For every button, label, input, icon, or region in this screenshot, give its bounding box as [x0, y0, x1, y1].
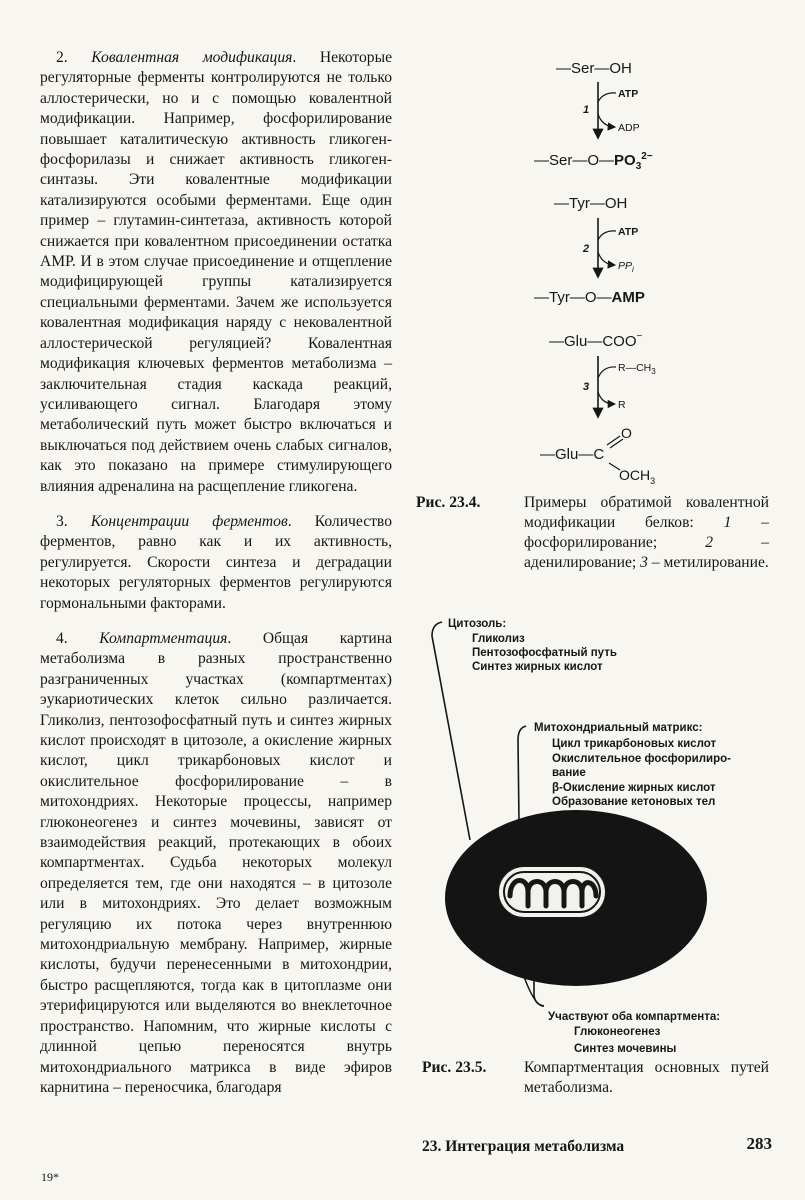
both-compartments-item: Синтез мочевины	[574, 1043, 677, 1055]
paragraph-covalent-modification	[40, 48, 392, 497]
atp-in-curve	[598, 231, 616, 240]
both-compartments-title: Участвуют оба компартмента:	[548, 1011, 721, 1023]
glutamate-methyl-ester: —Glu—C	[540, 446, 605, 463]
figure-caption-text: Компартментация основных путей метаболизма.	[524, 1059, 769, 1096]
matrix-item: Окислительное фосфорилиро-	[552, 753, 731, 765]
diagram-svg	[418, 608, 788, 1058]
adp-label: ADP	[618, 122, 640, 134]
cytosol-item: Пентозофосфатный путь	[472, 647, 617, 659]
paragraph-heading: Компартментация	[99, 629, 228, 647]
methyl-donor-in-curve	[598, 367, 616, 378]
figure-caption-text: Примеры обратимой ковалентной модификации белков: 1 – фосфорилирование; 2 – аденилирование; 3 – метилирование.	[524, 494, 769, 571]
reaction-number: 1	[583, 104, 590, 116]
atp-label: ATP	[618, 226, 639, 238]
demethylated-label: R	[618, 399, 626, 411]
cytosol-title: Цитозоль:	[448, 618, 507, 630]
methyl-donor-label: $R—CH_3$	[618, 362, 656, 376]
chapter-title: 23. Интеграция метаболизма	[422, 1138, 625, 1155]
main-text-column	[40, 48, 392, 1113]
paragraph-heading: Ковалентная модификация	[91, 49, 293, 66]
reaction-number: 3	[583, 381, 590, 393]
item-number: 3.	[56, 512, 68, 530]
adp-out-curve	[598, 114, 614, 127]
ppi-out-curve	[598, 252, 614, 265]
page-number: 283	[746, 1134, 772, 1153]
paragraph-text: . Количество ферментов, равно как и их активность, регулируется. Скорости синтеза и деградации некоторых регуляторных ферментов регулируются гормональными факторами.	[40, 512, 392, 612]
paragraph-text: . Некоторые регуляторные ферменты контролируются не только аллостерически, но и с помощью ковалентной модификации. Например, фосфорилирование повышает каталитическую активность гликоген-фосфорилазы и снижает активность гликоген-синтазы. Эти ковалентные модификации катализируются особыми ферментами. Еще один пример – глутамин-синтетаза, активность которой снижается при ковалентном присоединении остатка АМР. И в этом случае присоединение и отщепление модифицирующей группы катализируется специальными ферментами. Зачем же используется ковалентная модификация наряду с нековалентной аллостерической регуляцией? Ковалентная модификация ключевых ферментов метаболизма – заключительная стадия каскада реакций, усиливающего сигнал. Благодаря этому метаболический путь может быстро включаться и выключаться под действием очень слабых сигналов, как это показано на примере стимулирующего влияния адреналина на расщепление гликогена.	[40, 49, 392, 495]
figure-23-4-caption	[416, 493, 772, 589]
paragraph-enzyme-concentrations	[40, 512, 392, 614]
item-number: 2.	[56, 49, 68, 66]
matrix-item: вание	[552, 767, 586, 779]
phosphoserine: $—Ser—O—PO_3^{2-}$	[534, 151, 653, 172]
ppi-label: $PP_i$	[618, 260, 634, 274]
figure-label: Рис. 23.5.	[422, 1059, 487, 1076]
atp-in-curve	[598, 93, 616, 102]
adenylyl-tyrosine: —Tyr—O—AMP	[534, 289, 645, 306]
covalent-modification-scheme	[470, 40, 770, 490]
compartmentation-diagram	[418, 608, 788, 1058]
scheme-svg	[470, 40, 770, 490]
paragraph-heading: Концентрации ферментов	[90, 512, 288, 530]
figure-label: Рис. 23.4.	[416, 494, 481, 511]
matrix-item: Образование кетоновых тел	[552, 796, 716, 808]
mitochondrion	[498, 866, 606, 918]
both-compartments-item: Глюконеогенез	[574, 1026, 661, 1038]
carbonyl-oxygen: O	[621, 425, 632, 441]
methoxy-group: $OCH_3$	[619, 467, 656, 486]
paragraph-compartmentation	[40, 629, 392, 1098]
carbonyl-bond	[607, 436, 620, 445]
matrix-item: β-Окисление жирных кислот	[552, 782, 716, 794]
signature-mark: 19*	[41, 1170, 59, 1184]
matrix-title: Митохондриальный матрикс:	[534, 722, 703, 734]
glutamate-carboxylate: —Glu—COO−	[549, 331, 643, 350]
cytosol-item: Гликолиз	[472, 633, 525, 645]
figure-23-5-caption	[422, 1058, 772, 1102]
running-head	[422, 1134, 772, 1162]
demethyl-out-curve	[598, 392, 614, 404]
tyrosine-hydroxyl: —Tyr—OH	[554, 195, 628, 212]
atp-label: ATP	[618, 88, 639, 100]
paragraph-text: . Общая картина метаболизма в разных пространственно разграниченных участках (компартментах) эукариотических клеток сильно различается. Гликолиз, пентозофосфатный путь и синтез жирных кислот происходят в цитозоле, а окисление жирных кислот, цикл трикарбоновых кислот и окислительное фосфорилирование – в митохондриях. Некоторые процессы, например глюконеогенез и синтез мочевины, зависят от взаимодействия реакций, протекающих в обоих компартментах. Судьба некоторых молекул определяется тем, где они находятся – в цитозоле или в митохондриях. Это делает возможным регуляцию их потока через внутреннюю митохондриальную мембрану. Например, жирные кислоты, будучи перенесенными в митохондрии, быстро расщепляются, тогда как в цитоплазме они этерифицируются или выделяются во внеклеточное пространство. Напомним, что жирные кислоты с длинной цепью переносятся внутрь митохондриального матрикса в виде эфиров карнитина – переносчика, благодаря	[40, 629, 392, 1096]
cytosol-leader-line	[432, 622, 470, 840]
reaction-number: 2	[583, 243, 590, 255]
matrix-item: Цикл трикарбоновых кислот	[552, 738, 717, 750]
item-number: 4.	[56, 629, 68, 647]
serine-hydroxyl: —Ser—OH	[556, 60, 632, 77]
cytosol-item: Синтез жирных кислот	[472, 661, 603, 673]
